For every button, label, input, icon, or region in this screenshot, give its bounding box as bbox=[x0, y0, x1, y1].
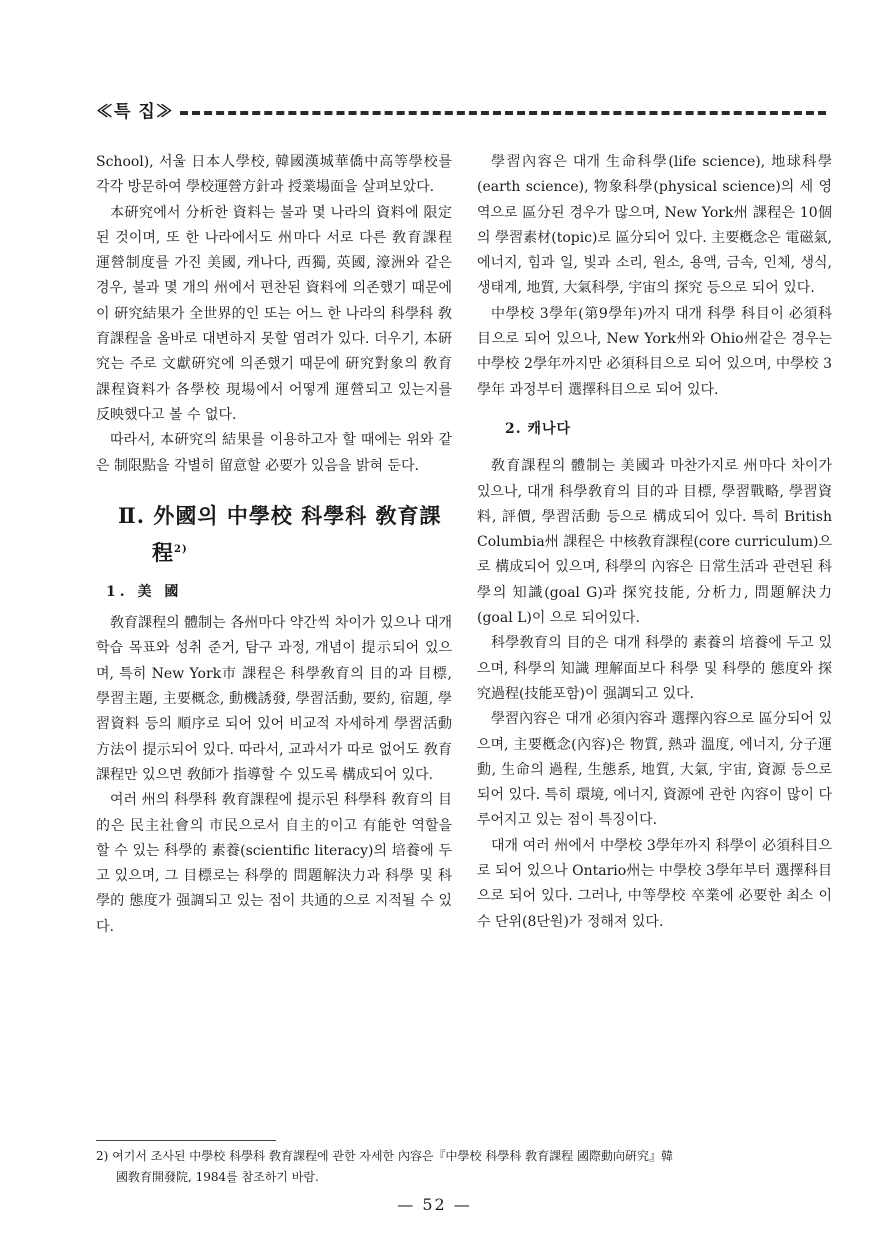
subsection-heading: 2. 캐나다 bbox=[505, 420, 572, 437]
header-dashed-rule bbox=[180, 111, 826, 115]
section-heading bbox=[118, 499, 452, 570]
subsection-heading: 1. 美 國 bbox=[106, 583, 183, 600]
page-header bbox=[96, 96, 826, 122]
paragraph: 따라서, 本硏究의 結果를 이용하고자 할 때에는 위와 같은 制限點을 각별히 留意할 必要가 있음을 밝혀 둔다. bbox=[96, 432, 452, 474]
paragraph: 科學敎育의 目的은 대개 科學的 素養의 培養에 두고 있으며, 科學의 知識 理解面보다 科學 및 科學的 態度와 探究過程(技能포함)이 强調되고 있다. bbox=[477, 635, 832, 702]
footnote-ref: 2) bbox=[174, 543, 188, 555]
paragraph: 本硏究에서 分析한 資料는 불과 몇 나라의 資料에 限定된 것이며, 또 한 나라에서도 州마다 서로 다른 敎育課程 運營制度를 가진 美國, 캐나다, 西獨, 英國, 濠洲와 같은 경우, 불과 몇 개의 州에서 편찬된 資料에 의존했기 때문에 이 硏究結果가 全世界的인 또는 어느 한 나라의 科學科 敎育課程을 올바로 대변하지 못할 염려가 있다. 더우기, 本硏究는 주로 文獻硏究에 의존했기 때문에 硏究對象의 敎育課程資料가 各學校 現場에서 어떻게 運營되고 있는지를 反映했다고 볼 수 없다. bbox=[96, 204, 452, 423]
right-column bbox=[477, 150, 832, 935]
paragraph: School), 서울 日本人學校, 韓國漢城華僑中高等學校를 각각 방문하여 學校運營方針과 授業場面을 살펴보았다. bbox=[96, 154, 452, 196]
footnote-line: 國敎育開發院, 1984를 참조하기 바람. bbox=[116, 1170, 319, 1184]
section-heading-line1: Ⅱ. 外國의 中學校 科學科 敎育課 bbox=[118, 502, 442, 528]
paragraph: 敎育課程의 體制는 美國과 마찬가지로 州마다 차이가 있으나, 대개 科學敎育의 目的과 目標, 學習戰略, 學習資料, 評價, 學習活動 등으로 構成되어 있다. 특히 British Columbia州 課程은 中核敎育課程(core curriculum)으로 構成되어 있으며, 科學의 內容은 日常生活과 관련된 科學의 知識(goal G)과 探究技能, 分析力, 問題解決力(goal L)이 으로 되어있다. bbox=[477, 458, 832, 627]
footnote-line: 2) 여기서 조사된 中學校 科學科 敎育課程에 관한 자세한 內容은『中學校 科學科 敎育課程 國際動向硏究』韓 bbox=[96, 1149, 673, 1163]
paragraph: 敎育課程의 體制는 各州마다 약간씩 차이가 있으나 대개 학습 목표와 성취 준거, 탐구 과정, 개념이 提示되어 있으며, 특히 New York市 課程은 科學敎育의 目的과 目標, 學習主題, 主要概念, 動機誘發, 學習活動, 要約, 宿題, 學習資料 등의 順序로 되어 있어 비교적 자세하게 學習活動方法이 提示되어 있다. 따라서, 교과서가 따로 없어도 敎育課程만 있으면 敎師가 指導할 수 있도록 構成되어 있다. bbox=[96, 615, 452, 783]
section-heading-line2: 程$^{2)}$ bbox=[152, 539, 188, 565]
page-number: — 52 — bbox=[397, 1195, 472, 1214]
paragraph: 學習內容은 대개 生命科學(life science), 地球科學(earth science), 物象科學(physical science)의 세 영역으로 區分된 경우가 많으며, New York州 課程은 10個의 學習素材(topic)로 區分되어 있다. 主要槪念은 電磁氣, 에너지, 힘과 일, 빛과 소리, 원소, 용액, 금속, 인체, 생식, 생태계, 地質, 大氣科學, 宇宙의 探究 등으로 되어 있다. bbox=[477, 154, 832, 297]
footnote bbox=[96, 1146, 836, 1188]
paragraph: 대개 여러 州에서 中學校 3學年까지 科學이 必須科目으로 되어 있으나 Ontario州는 中學校 3學年부터 選擇科目으로 되어 있다. 그러나, 中等學校 卒業에 必要한 최소 이수 단위(8단원)가 정해져 있다. bbox=[477, 837, 832, 930]
paragraph: 學習內容은 대개 必須內容과 選擇內容으로 區分되어 있으며, 主要槪念(內容)은 物質, 熱과 溫度, 에너지, 分子運動, 生命의 過程, 生態系, 地質, 大氣, 宇宙, 資源 등으로 되어 있다. 특히 環境, 에너지, 資源에 관한 內容이 많이 다루어지고 있는 점이 특징이다. bbox=[477, 711, 832, 829]
paragraph: 여러 州의 科學科 敎育課程에 提示된 科學科 敎育의 目的은 民主社會의 市民으로서 自主的이고 有能한 역할을 할 수 있는 科學的 素養(scientific literacy)의 培養에 두고 있으며, 그 目標로는 科學的 問題解決力과 科學 및 科學的 態度가 强調되고 있는 점이 共通的으로 지적될 수 있다. bbox=[96, 792, 452, 935]
left-column bbox=[96, 150, 452, 940]
paragraph: 中學校 3學年(第9學年)까지 대개 科學 科目이 必須科目으로 되어 있으나, New York州와 Ohio州같은 경우는 中學校 2學年까지만 必須科目으로 되어 있으며, 中學校 3學年 과정부터 選擇科目으로 되어 있다. bbox=[477, 305, 832, 398]
header-label: ≪특 집≫ bbox=[96, 101, 174, 122]
footnote-separator bbox=[96, 1140, 276, 1141]
